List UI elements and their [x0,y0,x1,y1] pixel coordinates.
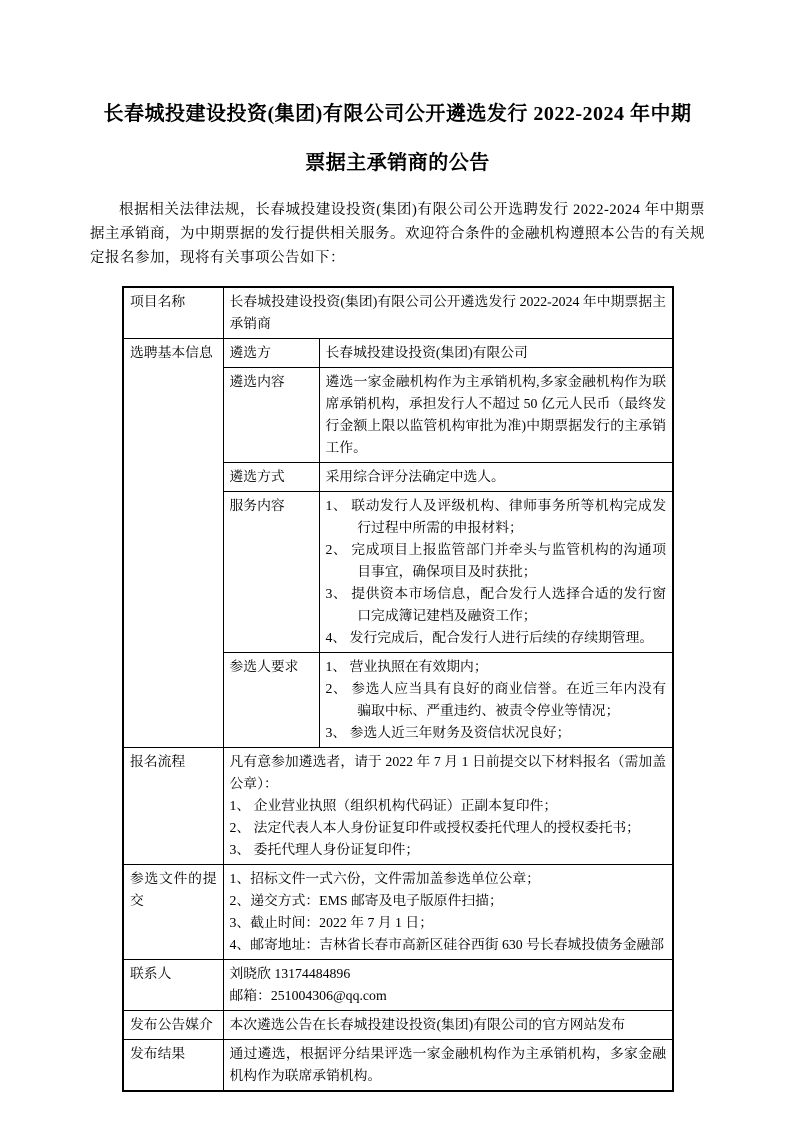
text-line: 3、 委托代理人身份证复印件； [229,842,420,857]
text-line: 2、 法定代表人本人身份证复印件或授权委托代理人的授权委托书； [229,820,640,835]
registration-lines [223,748,673,865]
text-line: 邮箱：251004306@qq.com [229,988,387,1003]
row-project-name [123,287,673,339]
text-line: 4、 发行完成后，配合发行人进行后续的存续期管理。 [325,630,654,645]
submission-lines [223,865,673,960]
text-line: 2、递交方式：EMS 邮寄及电子版原件扫描； [229,893,503,908]
row-submission [123,865,673,960]
selector-value: 长春城投建设投资(集团)有限公司 [319,339,673,368]
text-line: 1、 联动发行人及评级机构、律师事务所等机构完成发行过程中所需的申报材料； [325,498,666,535]
project-name-value: 长春城投建设投资(集团)有限公司公开遴选发行 2022-2024 年中期票据主承销商 [223,287,673,339]
row-contact [123,960,673,1011]
basic-info-label: 选聘基本信息 [123,339,223,748]
text-line: 1、 企业营业执照（组织机构代码证）正副本复印件； [229,798,558,813]
media-value: 本次遴选公告在长春城投建设投资(集团)有限公司的官方网站发布 [223,1011,673,1040]
text-line: 2、 参选人应当具有良好的商业信誉。在近三年内没有骗取中标、严重违约、被责令停业等情况； [325,681,666,718]
row-registration [123,748,673,865]
row-selector [123,339,673,368]
submission-label: 参选文件的提交 [123,865,223,960]
text-line: 3、截止时间：2022 年 7 月 1 日； [229,915,434,930]
selection-method-value: 采用综合评分法确定中选人。 [319,463,673,492]
selection-content-value: 遴选一家金融机构作为主承销机构,多家金融机构作为联席承销机构，承担发行人不超过 50 亿元人民币（最终发行金额上限以监管机构审批为准)中期票据发行的主承销工作。 [319,368,673,463]
requirements-list [319,653,673,748]
requirements-label: 参选人要求 [223,653,319,748]
registration-label: 报名流程 [123,748,223,865]
project-name-label: 项目名称 [123,287,223,339]
services-list [319,492,673,653]
row-media [123,1011,673,1040]
document-title [90,100,705,177]
media-label: 发布公告媒介 [123,1011,223,1040]
result-label: 发布结果 [123,1040,223,1092]
row-result [123,1040,673,1092]
result-value: 通过遴选，根据评分结果评选一家金融机构作为主承销机构，多家金融机构作为联席承销机构。 [223,1040,673,1092]
text-line: 3、 提供资本市场信息，配合发行人选择合适的发行窗口完成簿记建档及融资工作； [325,586,666,623]
selector-label: 遴选方 [223,339,319,368]
text-line: 刘晓欣 13174484896 [229,966,351,981]
text-line: 1、招标文件一式六份，文件需加盖参选单位公章； [229,871,540,886]
text-line: 1、 营业执照在有效期内； [325,659,488,674]
text-line: 4、邮寄地址：吉林省长春市高新区硅谷西街 630 号长春城投债务金融部 [229,937,665,952]
selection-method-label: 遴选方式 [223,463,319,492]
document-title-line-2: 票据主承销商的公告 [305,152,490,174]
contact-lines [223,960,673,1011]
text-line: 3、 参选人近三年财务及资信状况良好； [325,725,571,740]
contact-label: 联系人 [123,960,223,1011]
text-line: 2、 完成项目上报监管部门并牵头与监管机构的沟通项目事宜，确保项目及时获批； [325,542,666,579]
announcement-table [122,286,674,1092]
selection-content-label: 遴选内容 [223,368,319,463]
services-label: 服务内容 [223,492,319,653]
text-line: 凡有意参加遴选者，请于 2022 年 7 月 1 日前提交以下材料报名（需加盖公章）： [229,754,666,791]
intro-paragraph: 根据相关法律法规，长春城投建设投资(集团)有限公司公开选聘发行 2022-2024 年中期票据主承销商，为中期票据的发行提供相关服务。欢迎符合条件的金融机构遵照本公告的有关规定报名参加，现将有关事项公告如下： [90,202,705,266]
document-title-line-1: 长春城投建设投资(集团)有限公司公开遴选发行 2022-2024 年中期 [103,103,692,125]
